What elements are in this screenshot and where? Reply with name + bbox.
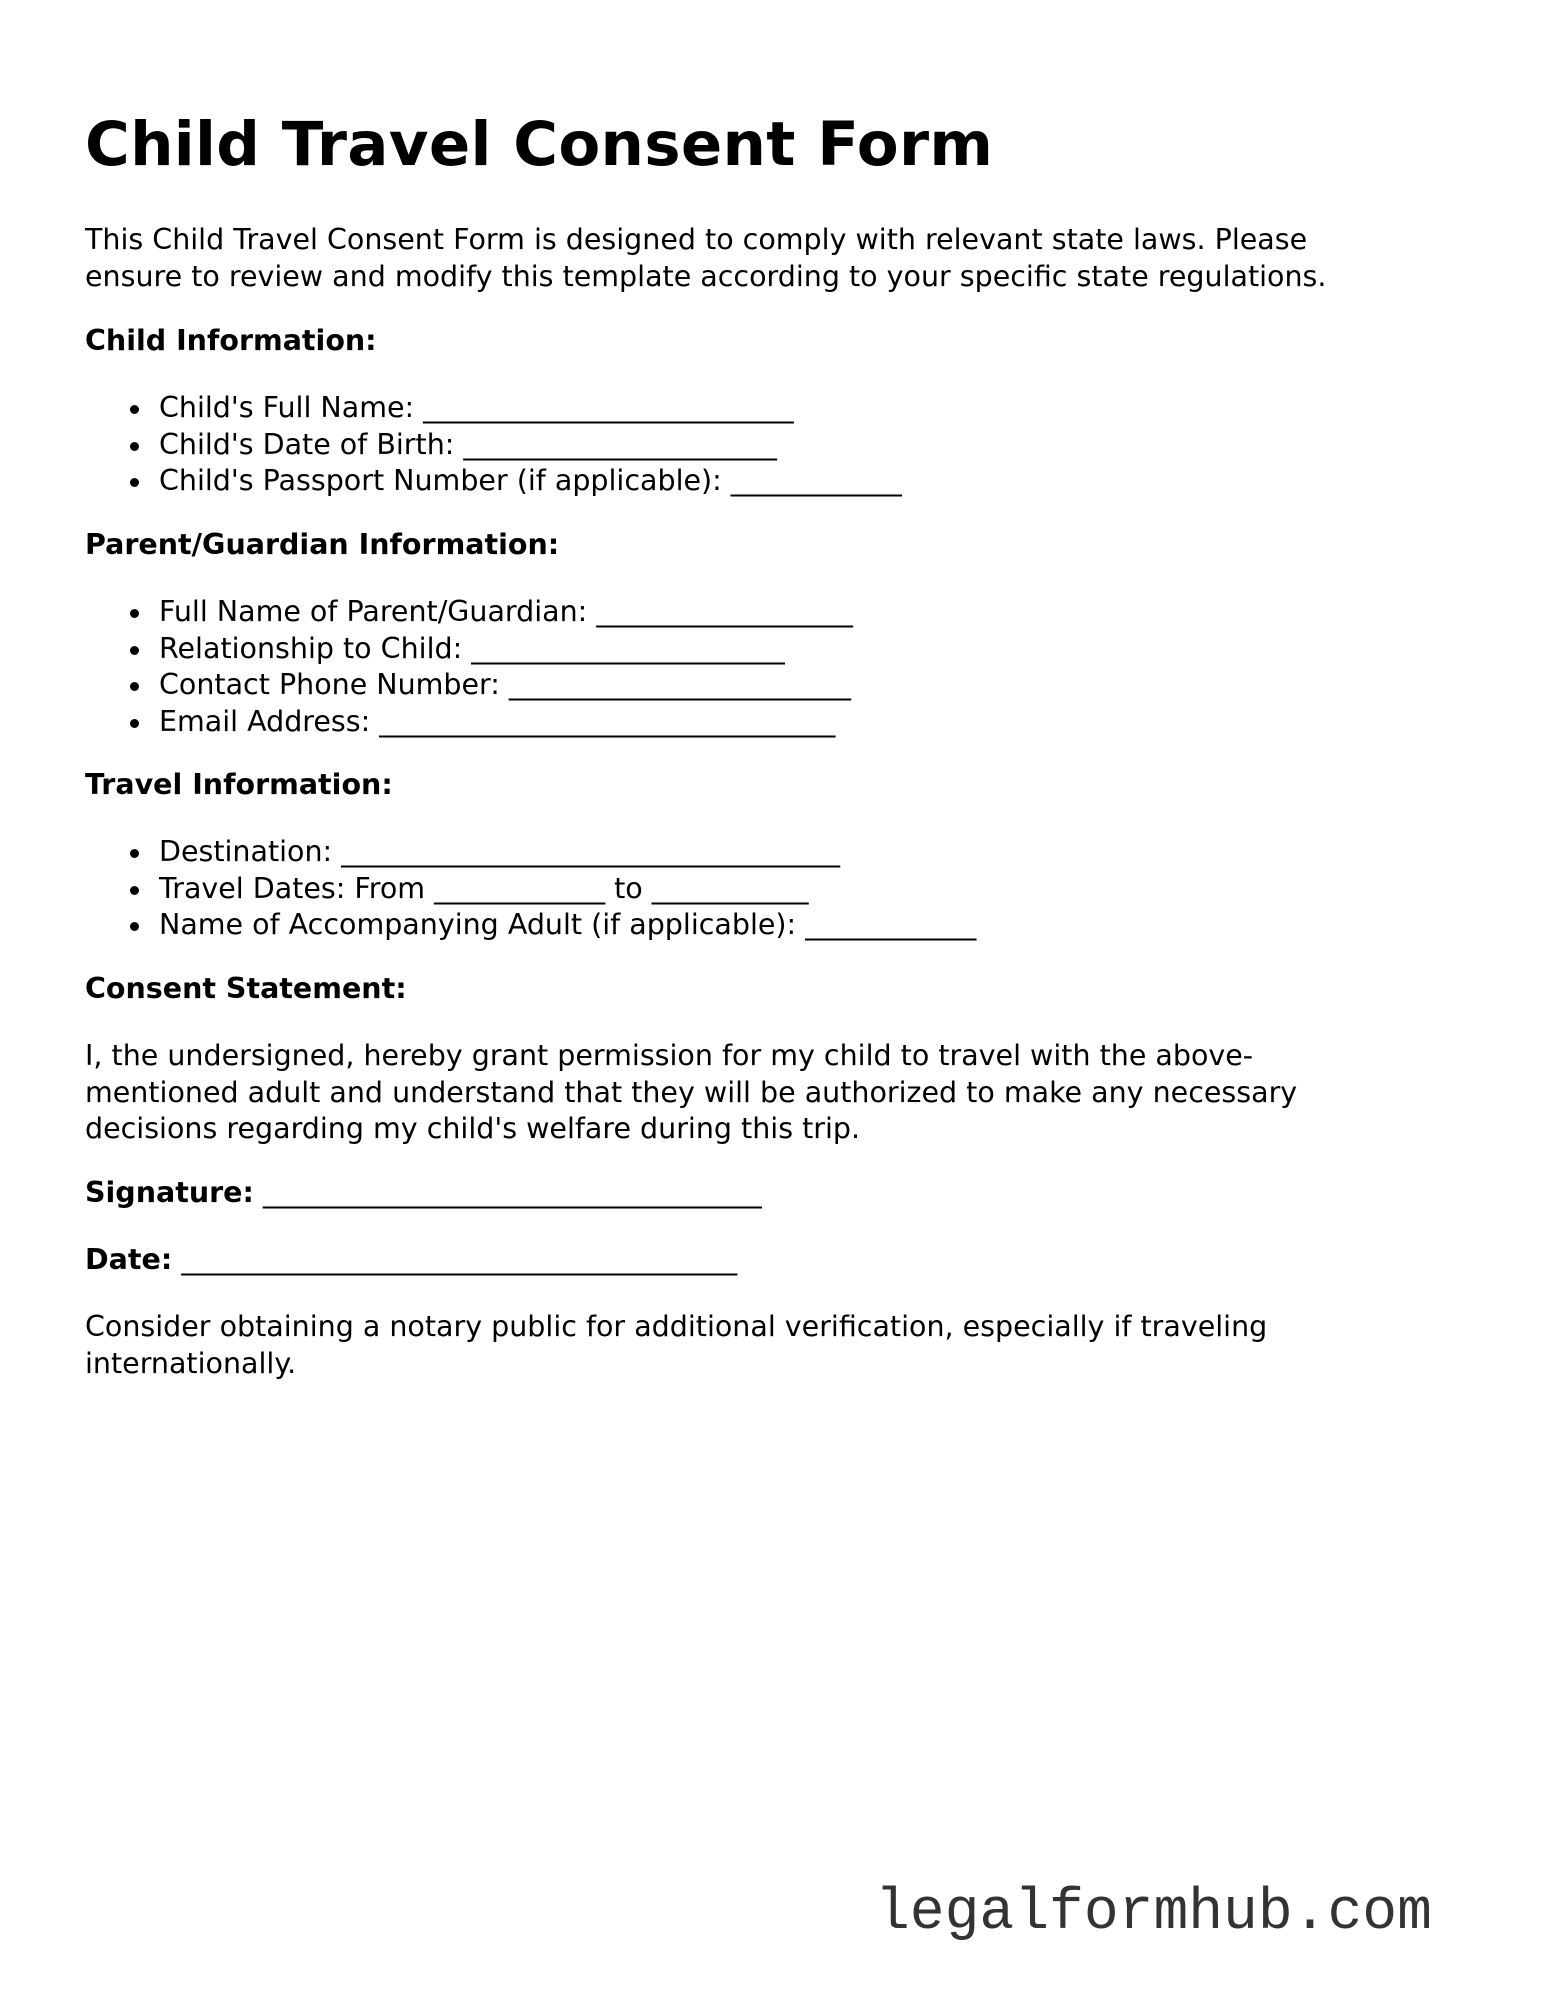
site-watermark: legalformhub.com — [875, 1881, 1432, 1946]
form-title: Child Travel Consent Form — [85, 109, 994, 180]
signature-blank: ___________________________________ — [262, 1176, 762, 1209]
consent-paragraph — [85, 1038, 1297, 1148]
child-info-list — [85, 390, 902, 500]
date-line — [85, 1242, 737, 1279]
child-passport-item: Child's Passport Number (if applicable): ____________ — [159, 463, 902, 500]
child-info-heading: Child Information: — [85, 324, 377, 357]
accompanying-adult-item: Name of Accompanying Adult (if applicable): ____________ — [159, 907, 976, 944]
child-dob-item: Child's Date of Birth: ______________________ — [159, 427, 902, 464]
signature-line — [85, 1175, 762, 1212]
travel-dates-item: Travel Dates: From ____________ to ___________ — [159, 871, 976, 908]
phone-item: Contact Phone Number: ________________________ — [159, 667, 853, 704]
date-label: Date: — [85, 1243, 173, 1276]
signature-label: Signature: — [85, 1176, 254, 1209]
parent-info-list — [85, 594, 853, 740]
notary-note — [85, 1309, 1267, 1382]
consent-line-2: mentioned adult and understand that they will be authorized to make any necessary — [85, 1075, 1298, 1109]
destination-item: Destination: ___________________________________ — [159, 834, 976, 871]
parent-info-heading: Parent/Guardian Information: — [85, 528, 560, 561]
intro-line-1: This Child Travel Consent Form is designed to comply with relevant state laws. Please — [85, 223, 1308, 256]
relationship-item: Relationship to Child: ______________________ — [159, 631, 853, 668]
intro-line-2: ensure to review and modify this template according to your specific state regulations. — [85, 259, 1327, 293]
email-item: Email Address: ________________________________ — [159, 704, 853, 741]
consent-heading: Consent Statement: — [85, 972, 407, 1005]
child-full-name-item: Child's Full Name: __________________________ — [159, 390, 902, 427]
date-blank: _______________________________________ — [181, 1243, 738, 1276]
consent-line-1: I, the undersigned, hereby grant permission for my child to travel with the above- — [85, 1039, 1254, 1072]
intro-paragraph — [85, 222, 1326, 295]
notary-line-2: internationally. — [85, 1346, 297, 1380]
travel-info-heading: Travel Information: — [85, 768, 393, 801]
parent-name-item: Full Name of Parent/Guardian: __________________ — [159, 594, 853, 631]
notary-line-1: Consider obtaining a notary public for additional verification, especially if traveling — [85, 1310, 1268, 1343]
travel-info-list — [85, 834, 976, 944]
consent-line-3: decisions regarding my child's welfare during this trip. — [85, 1112, 861, 1145]
